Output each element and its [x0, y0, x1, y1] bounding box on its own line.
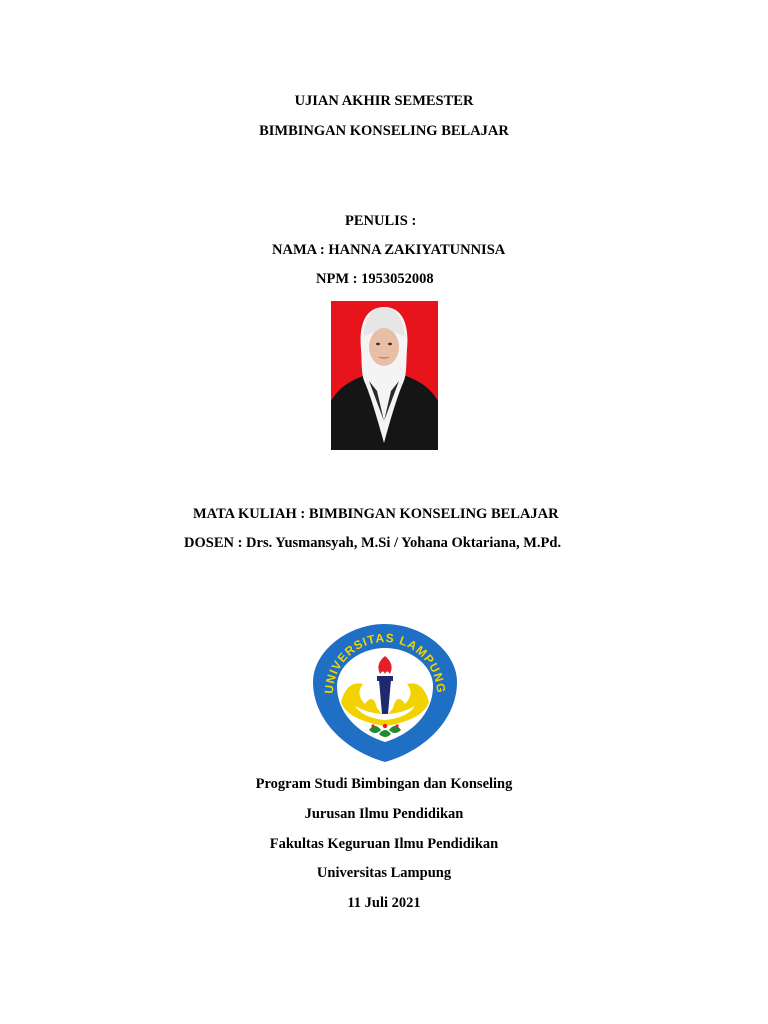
- course-title: BIMBINGAN KONSELING BELAJAR: [259, 123, 509, 139]
- subject-line: MATA KULIAH : BIMBINGAN KONSELING BELAJAR: [193, 506, 559, 522]
- university-lampung-logo-icon: [311, 622, 459, 764]
- student-photo: [331, 301, 438, 450]
- university-name: Universitas Lampung: [316, 865, 452, 881]
- document-date: 11 Juli 2021: [347, 895, 421, 911]
- lecturer-line: DOSEN : Drs. Yusmansyah, M.Si / Yohana Oktariana, M.Pd.: [184, 535, 562, 551]
- student-portrait-photo-icon: [331, 301, 438, 450]
- department-name: Jurusan Ilmu Pendidikan: [304, 806, 464, 822]
- exam-title: UJIAN AKHIR SEMESTER: [294, 93, 474, 109]
- program-name: Program Studi Bimbingan dan Konseling: [255, 776, 513, 792]
- svg-text:UNIVERSITAS LAMPUNG: UNIVERSITAS LAMPUNG: [321, 630, 449, 695]
- author-npm: NPM : 1953052008: [316, 271, 434, 287]
- author-heading: PENULIS :: [345, 213, 417, 229]
- faculty-name: Fakultas Keguruan Ilmu Pendidikan: [269, 836, 499, 852]
- author-name: NAMA : HANNA ZAKIYATUNNISA: [272, 242, 506, 258]
- university-logo: [311, 622, 459, 764]
